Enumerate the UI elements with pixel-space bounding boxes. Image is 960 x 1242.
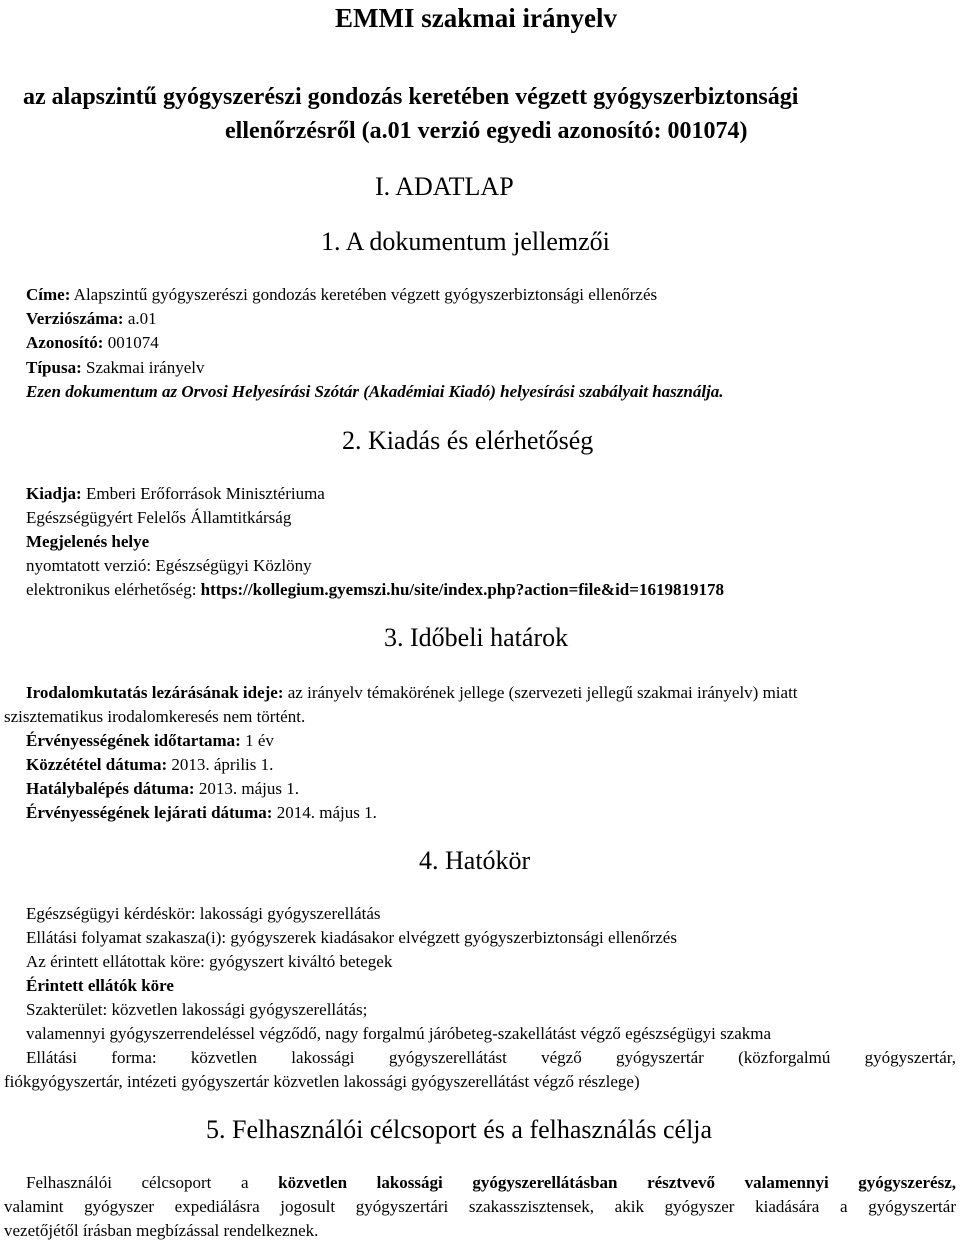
publisher-row	[26, 482, 325, 505]
part-heading: I. ADATLAP	[375, 172, 514, 201]
target-group-emphasis: közvetlen lakossági gyógyszerellátásban résztvevő valamennyi gyógyszerész,	[278, 1173, 956, 1192]
id-value: 001074	[103, 333, 159, 352]
subtitle-line-2: ellenőrzésről (a.01 verzió egyedi azonosító: 001074)	[225, 118, 748, 144]
online-url-link[interactable]: https://kollegium.gyemszi.hu/site/index.php?action=file&id=1619819178	[200, 580, 724, 599]
target-group-line-2: valamint gyógyszer expediálásra jogosult gyógyszertári szakasszisztensek, akik gyógyszer kiadására a gyógyszertár	[4, 1197, 956, 1216]
type-row	[26, 356, 205, 379]
validity-value: 1 év	[240, 731, 274, 750]
publish-date-label: Közzététel dátuma:	[26, 755, 168, 774]
section-5-heading: 5. Felhasználói célcsoport és a felhasználás célja	[206, 1115, 713, 1144]
literature-label: Irodalomkutatás lezárásának ideje:	[26, 683, 284, 702]
specialty-field-line-2: valamennyi gyógyszerrendeléssel végződő, nagy forgalmú járóbeteg-szakellátást végző egészségügyi szakma	[26, 1024, 772, 1043]
target-group-intro: Felhasználói célcsoport a	[26, 1173, 279, 1192]
effective-date-value: 2013. május 1.	[194, 779, 299, 798]
doc-title-label: Címe:	[26, 285, 71, 304]
publication-place-label: Megjelenés helye	[26, 532, 150, 551]
spelling-note: Ezen dokumentum az Orvosi Helyesírási Szótár (Akadémiai Kiadó) helyesírási szabályait használja.	[26, 382, 724, 401]
expiry-date-row	[26, 801, 377, 824]
online-label: elektronikus elérhetőség:	[26, 580, 201, 599]
care-form-line-2: fiókgyógyszertár, intézeti gyógyszertár közvetlen lakossági gyógyszerellátást végző részlege)	[4, 1072, 640, 1091]
literature-value: az irányelv témakörének jellege (szervezeti jellegű szakmai irányelv) miatt	[283, 683, 798, 702]
print-version: nyomtatott verzió: Egészségügyi Közlöny	[26, 556, 312, 575]
care-form-line-1: Ellátási forma: közvetlen lakossági gyógyszerellátást végző gyógyszertár (közforgalmú gyógyszertár,	[26, 1048, 956, 1067]
document-title: EMMI szakmai irányelv	[335, 3, 617, 33]
providers-label: Érintett ellátók köre	[26, 976, 174, 995]
literature-row	[26, 681, 798, 704]
expiry-date-value: 2014. május 1.	[272, 803, 377, 822]
section-4-heading: 4. Hatókör	[419, 846, 531, 875]
expiry-date-label: Érvényességének lejárati dátuma:	[26, 803, 273, 822]
specialty-field: Szakterület: közvetlen lakossági gyógyszerellátás;	[26, 1000, 368, 1019]
care-phase: Ellátási folyamat szakasza(i): gyógyszerek kiadásakor elvégzett gyógyszerbiztonsági ellenőrzés	[26, 928, 677, 947]
version-label: Verziószáma:	[26, 309, 124, 328]
effective-date-row	[26, 777, 299, 800]
id-label: Azonosító:	[26, 333, 104, 352]
validity-row	[26, 729, 274, 752]
validity-label: Érvényességének időtartama:	[26, 731, 241, 750]
section-2-heading: 2. Kiadás és elérhetőség	[342, 426, 594, 455]
publisher-line-2: Egészségügyért Felelős Államtitkárság	[26, 508, 292, 527]
type-value: Szakmai irányelv	[81, 358, 205, 377]
health-question: Egészségügyi kérdéskör: lakossági gyógyszerellátás	[26, 904, 381, 923]
subtitle-line-1: az alapszintű gyógyszerészi gondozás keretében végzett gyógyszerbiztonsági	[23, 84, 799, 110]
effective-date-label: Hatálybalépés dátuma:	[26, 779, 195, 798]
section-1-heading: 1. A dokumentum jellemzői	[321, 227, 610, 256]
publisher-value: Emberi Erőforrások Minisztériuma	[81, 484, 325, 503]
literature-value-line-2: szisztematikus irodalomkeresés nem történt.	[4, 707, 306, 726]
affected-patients: Az érintett ellátottak köre: gyógyszert kiváltó betegek	[26, 952, 393, 971]
doc-title-row	[26, 283, 657, 306]
publish-date-row	[26, 753, 273, 776]
publish-date-value: 2013. április 1.	[167, 755, 274, 774]
publisher-label: Kiadja:	[26, 484, 82, 503]
target-group-line-1	[26, 1171, 956, 1194]
id-row	[26, 331, 159, 354]
online-availability-row	[26, 578, 724, 601]
version-value: a.01	[123, 309, 157, 328]
version-row	[26, 307, 157, 330]
section-3-heading: 3. Időbeli határok	[384, 623, 569, 652]
type-label: Típusa:	[26, 358, 82, 377]
doc-title-value: Alapszintű gyógyszerészi gondozás keretében végzett gyógyszerbiztonsági ellenőrzés	[70, 285, 658, 304]
target-group-line-3: vezetőjétől írásban megbízással rendelkeznek.	[4, 1221, 319, 1240]
